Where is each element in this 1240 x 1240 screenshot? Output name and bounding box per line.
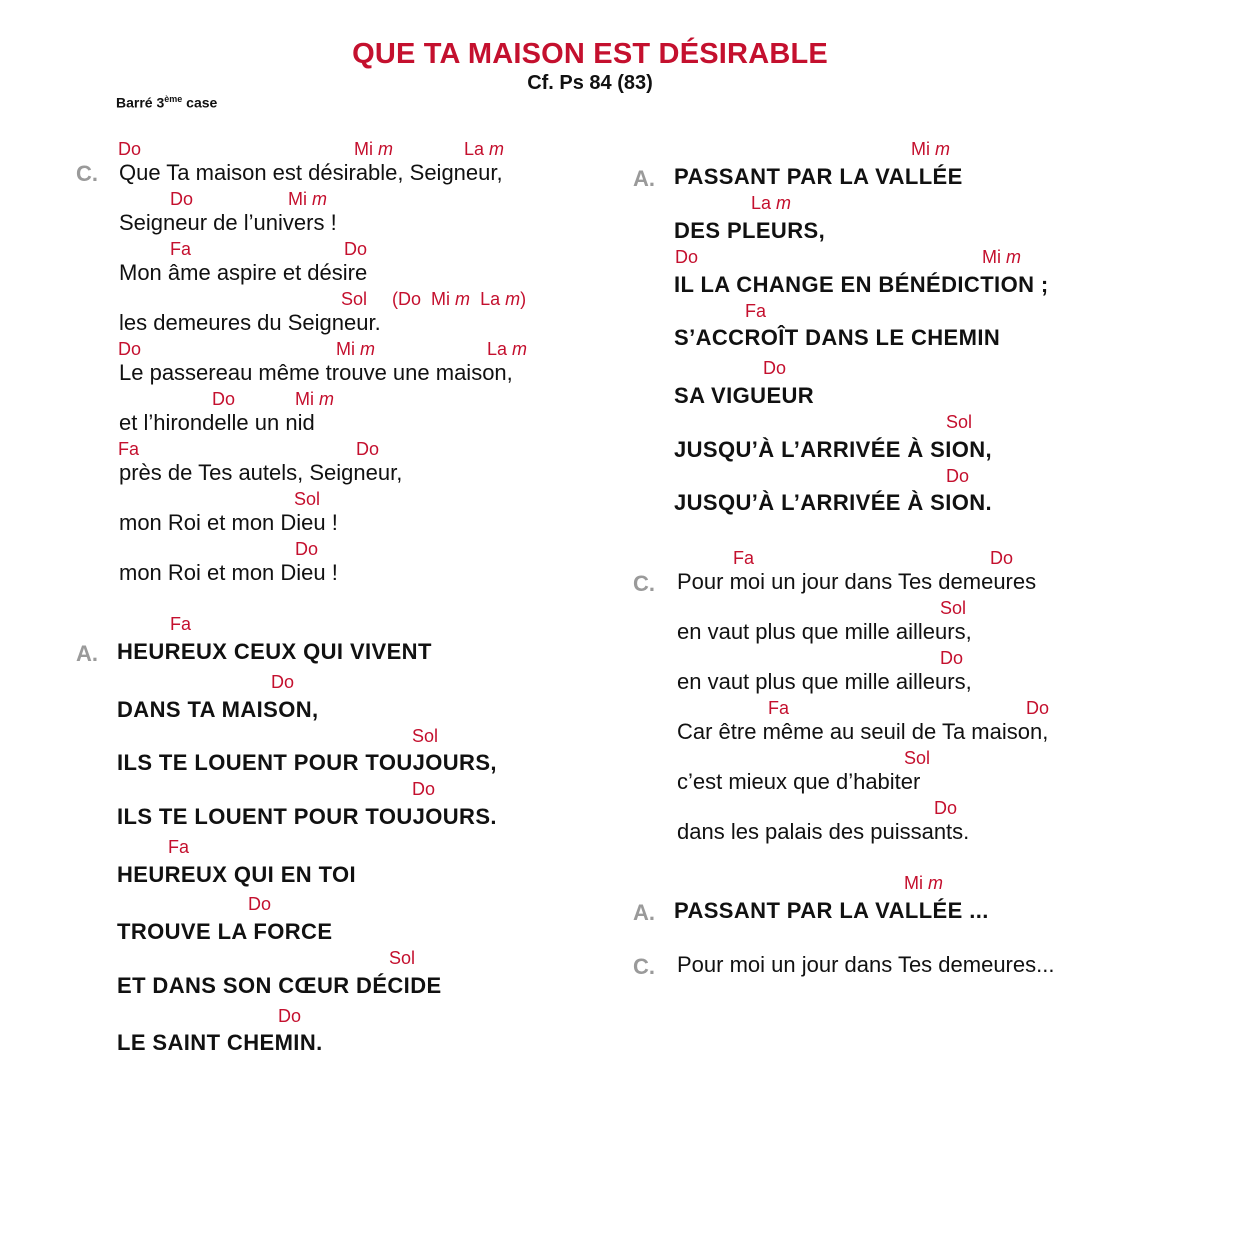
lyric-line-reprise: PASSANT PAR LA VALLÉE ... (674, 898, 989, 923)
chord: Do (990, 548, 1014, 568)
chord: Do (1026, 698, 1050, 718)
chord: Sol (412, 726, 439, 746)
chord: Fa (118, 439, 140, 459)
lyric-line: c’est mieux que d’habiter (677, 769, 921, 794)
chord: Do (271, 672, 295, 692)
lyric-line: HEUREUX CEUX QUI VIVENT (117, 639, 432, 664)
lyric-line: DES PLEURS, (674, 218, 826, 243)
section-label-verse: A. (633, 166, 655, 191)
lyric-line: Car être même au seuil de Ta maison, (677, 719, 1049, 744)
section-label-chorus: C. (633, 954, 655, 979)
lyric-line: mon Roi et mon Dieu ! (119, 560, 338, 585)
chord: Do (295, 539, 319, 559)
chord: Do (278, 1006, 302, 1026)
chord: Sol (940, 598, 967, 618)
lyric-line: JUSQU’À L’ARRIVÉE À SION, (674, 437, 993, 462)
lyric-line: ILS TE LOUENT POUR TOUJOURS, (117, 750, 497, 775)
chord: Mi m (354, 139, 394, 159)
chord: Mi m (982, 247, 1022, 267)
lyric-line: TROUVE LA FORCE (117, 919, 333, 944)
chord: Do (412, 779, 436, 799)
chord: La m (487, 339, 528, 359)
lyric-line: Que Ta maison est désirable, Seigneur, (119, 160, 503, 185)
lyric-line: S’ACCROÎT DANS LE CHEMIN (674, 325, 1001, 350)
chord: Do (248, 894, 272, 914)
chord: Sol (294, 489, 321, 509)
lyric-line: dans les palais des puissants. (677, 819, 970, 844)
chord: La m (751, 193, 792, 213)
chord: Do (934, 798, 958, 818)
chord: Mi m (295, 389, 335, 409)
lyric-line: en vaut plus que mille ailleurs, (677, 669, 972, 694)
song-title: QUE TA MAISON EST DÉSIRABLE (352, 38, 828, 70)
capo-superscript: ème (164, 94, 183, 104)
lyric-line: Pour moi un jour dans Tes demeures (677, 569, 1037, 594)
chord: Do (763, 358, 787, 378)
section-label-chorus: C. (633, 571, 655, 596)
lyric-line: LE SAINT CHEMIN. (117, 1030, 323, 1055)
chord: Do (675, 247, 699, 267)
lyric-line: les demeures du Seigneur. (119, 310, 381, 335)
lyric-line: Seigneur de l’univers ! (119, 210, 337, 235)
lyric-line: SA VIGUEUR (674, 383, 815, 408)
lyric-line: Mon âme aspire et désire (119, 260, 368, 285)
chord: Do (170, 189, 194, 209)
chord: Do (940, 648, 964, 668)
chord: Do (356, 439, 380, 459)
section-label-chorus: C. (76, 161, 98, 186)
chord: Sol (946, 412, 973, 432)
chord: Fa (170, 239, 192, 259)
chord: Fa (733, 548, 755, 568)
chord: Do (118, 339, 142, 359)
lyric-line: HEUREUX QUI EN TOI (117, 862, 357, 887)
chord: Sol (904, 748, 931, 768)
chord: Fa (745, 301, 767, 321)
chord: La m (464, 139, 505, 159)
chord: Do (344, 239, 368, 259)
capo-note (116, 94, 217, 111)
chord: Do (118, 139, 142, 159)
lyric-line: PASSANT PAR LA VALLÉE (674, 164, 963, 189)
section-label-verse: A. (633, 900, 655, 925)
chord: Mi m (288, 189, 328, 209)
chord: Do (212, 389, 236, 409)
lyric-line: IL LA CHANGE EN BÉNÉDICTION ; (674, 272, 1049, 297)
chord: Mi m (904, 873, 944, 893)
lyric-line: ILS TE LOUENT POUR TOUJOURS. (117, 804, 497, 829)
chord: Mi m (336, 339, 376, 359)
section-label-verse: A. (76, 641, 98, 666)
lyric-line: en vaut plus que mille ailleurs, (677, 619, 972, 644)
psalm-reference: Cf. Ps 84 (83) (527, 72, 653, 94)
lyric-line: JUSQU’À L’ARRIVÉE À SION. (674, 490, 993, 515)
chord: Fa (768, 698, 790, 718)
lyric-line: mon Roi et mon Dieu ! (119, 510, 338, 535)
lyric-line: DANS TA MAISON, (117, 697, 319, 722)
chord: Sol (389, 948, 416, 968)
chord: Fa (168, 837, 190, 857)
lyric-line: Le passereau même trouve une maison, (119, 360, 513, 385)
chord-alternative: (Do Mi m La m) (392, 289, 527, 309)
capo-suffix: case (182, 94, 218, 111)
chord: Fa (170, 614, 192, 634)
chord: Do (946, 466, 970, 486)
lyric-line: près de Tes autels, Seigneur, (119, 460, 403, 485)
lyric-line: et l’hirondelle un nid (119, 410, 315, 435)
lyric-line: ET DANS SON CŒUR DÉCIDE (117, 973, 442, 998)
lyric-line-reprise: Pour moi un jour dans Tes demeures... (677, 952, 1055, 977)
capo-text: Barré 3 (116, 94, 165, 111)
chord: Sol (341, 289, 368, 309)
chord: Mi m (911, 139, 951, 159)
